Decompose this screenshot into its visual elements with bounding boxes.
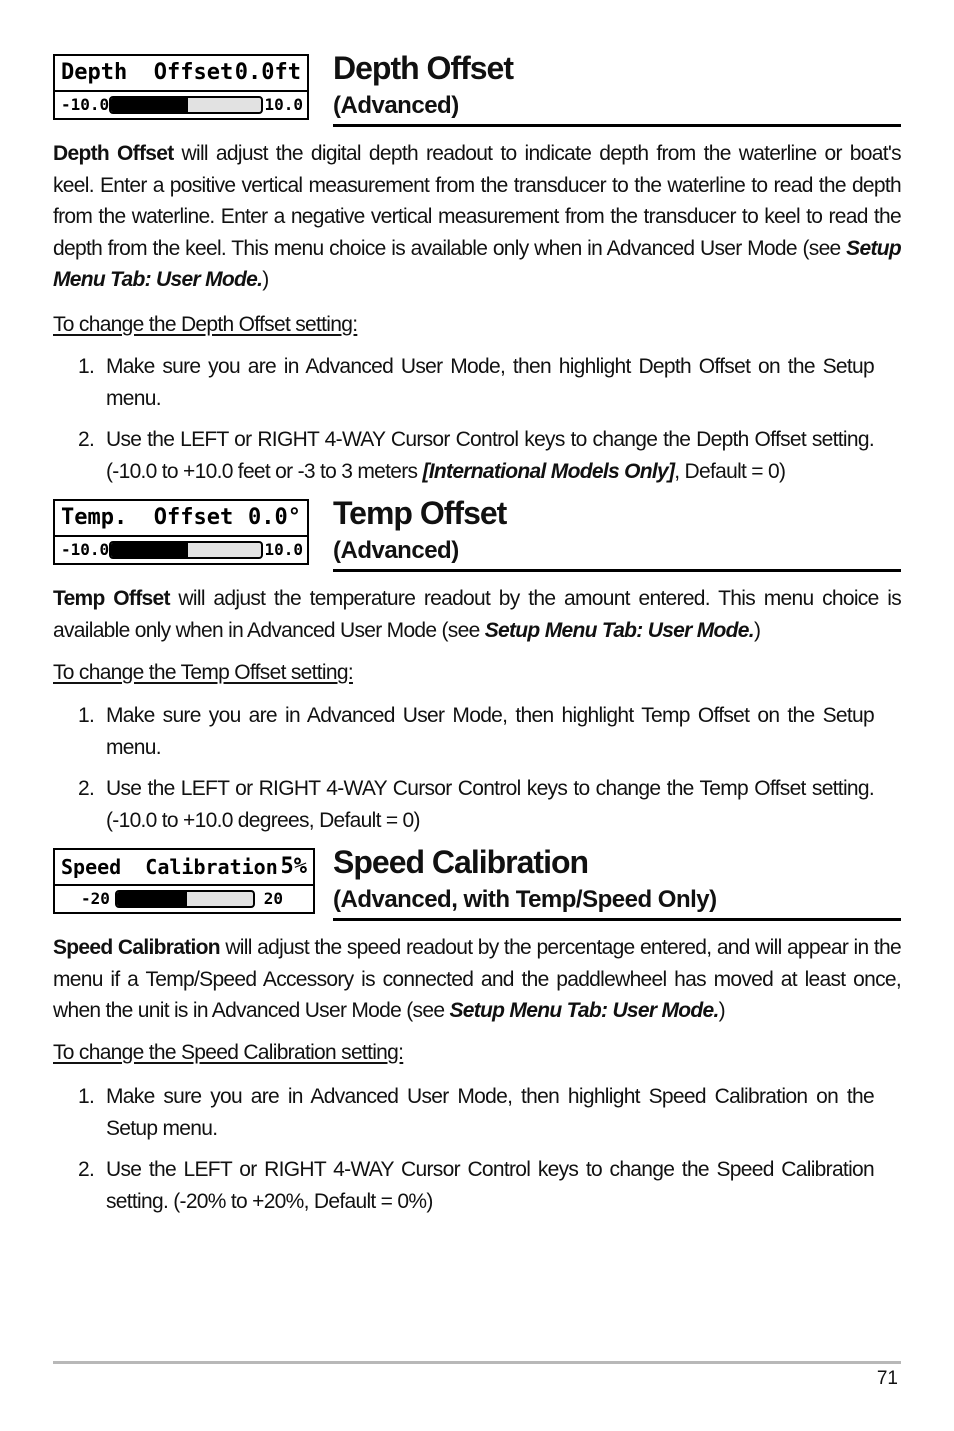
list-item <box>53 351 874 414</box>
list-item <box>53 1081 874 1144</box>
cross-reference: Setup Menu Tab: User Mode. <box>484 618 754 642</box>
list-item <box>53 1154 874 1217</box>
step-text: Use the LEFT or RIGHT 4-WAY Cursor Control keys to change the Speed Calibration setting. (-20% to +20%, Default = 0%) <box>106 1158 874 1213</box>
howto-heading: To change the Temp Offset setting: <box>53 661 353 684</box>
description-text-end: ) <box>718 999 725 1022</box>
description-text-end: ) <box>753 618 761 642</box>
depth-offset-menu-widget <box>53 54 309 120</box>
steps-list <box>53 700 874 846</box>
lcd-max: 10.0 <box>264 540 303 559</box>
step-number: 1. <box>78 1085 95 1108</box>
lcd-slider-track <box>115 890 255 908</box>
lcd-label: Speed Calibration <box>61 855 278 879</box>
lcd-label: Depth Offset <box>61 60 234 85</box>
step-number: 1. <box>78 355 95 378</box>
section-subtitle: (Advanced, with Temp/Speed Only) <box>333 886 717 913</box>
section-title: Temp Offset <box>333 495 507 531</box>
lcd-max: 10.0 <box>264 95 303 114</box>
howto-heading: To change the Speed Calibration setting: <box>53 1041 404 1064</box>
step-text: Make sure you are in Advanced User Mode, then highlight Depth Offset on the Setup menu. <box>106 355 874 410</box>
list-item <box>53 700 874 763</box>
lcd-slider-thumb <box>184 96 188 114</box>
description-text: will adjust the digital depth readout to indicate depth from the waterline or boat's keel. Enter a positive vertical measurement from the transducer to the waterline to read the depth from the waterline. Enter a negative vertical measurement from the transducer to keel to read the depth from the keel. This menu choice is available only when in Advanced User Mode (see <box>53 142 901 260</box>
step-text: Make sure you are in Advanced User Mode, then highlight Temp Offset on the Setup menu. <box>106 704 874 759</box>
list-item <box>53 424 874 487</box>
term: Speed Calibration <box>53 936 220 959</box>
term: Temp Offset <box>53 587 170 610</box>
speed-calibration-menu-widget <box>53 848 315 914</box>
step-number: 2. <box>78 428 95 451</box>
section-description <box>53 583 901 646</box>
section-title: Speed Calibration <box>333 844 589 880</box>
lcd-value: 5% <box>280 854 307 879</box>
step-text: Make sure you are in Advanced User Mode, then highlight Speed Calibration on the Setup menu. <box>106 1085 874 1140</box>
temp-offset-menu-widget <box>53 499 309 565</box>
lcd-label: Temp. Offset <box>61 505 234 530</box>
description-text: will adjust the speed readout by the percentage entered, and will appear in the menu if a Temp/Speed Accessory is connected and the paddlewheel has moved at least once, when the unit is in Advanced User Mode (see <box>53 936 901 1022</box>
step-number: 2. <box>78 777 95 800</box>
lcd-slider-track <box>109 541 263 559</box>
steps-list <box>53 1081 874 1227</box>
step-number: 1. <box>78 704 95 727</box>
list-item <box>53 773 874 836</box>
page-number: 71 <box>876 1368 898 1389</box>
step-text: Use the LEFT or RIGHT 4-WAY Cursor Control keys to change the Depth Offset setting. (-10.0 to +10.0 feet or -3 to 3 meters <box>106 428 874 483</box>
lcd-min: -10.0 <box>61 540 110 559</box>
footer-rule <box>53 1361 901 1364</box>
cross-reference: Setup Menu Tab: User Mode. <box>449 999 719 1022</box>
lcd-slider-fill <box>111 543 186 557</box>
description-text: will adjust the temperature readout by the amount entered. This menu choice is available only when in Advanced User Mode (see <box>53 587 901 642</box>
step-text: Use the LEFT or RIGHT 4-WAY Cursor Control keys to change the Temp Offset setting. (-10.0 to +10.0 degrees, Default = 0) <box>106 777 874 832</box>
section-title: Depth Offset <box>333 50 513 86</box>
lcd-slider-track <box>109 96 263 114</box>
lcd-value: 0.0° <box>248 505 301 530</box>
lcd-slider-thumb <box>184 541 188 559</box>
cross-reference: Setup Menu Tab: User Mode. <box>53 236 901 291</box>
description-text-end: ) <box>262 268 269 291</box>
steps-list <box>53 351 874 497</box>
section-subtitle: (Advanced) <box>333 92 459 119</box>
lcd-min: -20 <box>81 889 110 908</box>
section-description <box>53 138 901 296</box>
lcd-slider-fill <box>117 892 185 906</box>
step-note: [International Models Only] <box>422 459 675 483</box>
section-heading <box>333 495 901 572</box>
section-subtitle: (Advanced) <box>333 537 459 564</box>
lcd-slider-fill <box>111 98 186 112</box>
section-description <box>53 932 901 1027</box>
howto-heading: To change the Depth Offset setting: <box>53 313 358 336</box>
lcd-max: 20 <box>263 889 283 908</box>
step-number: 2. <box>78 1158 95 1181</box>
lcd-min: -10.0 <box>61 95 110 114</box>
lcd-value: 0.0ft <box>234 60 301 85</box>
section-heading <box>333 50 901 127</box>
step-text-end: , Default = 0) <box>674 459 786 483</box>
term: Depth Offset <box>53 142 174 165</box>
section-heading <box>333 844 901 921</box>
lcd-slider-thumb <box>183 890 187 908</box>
